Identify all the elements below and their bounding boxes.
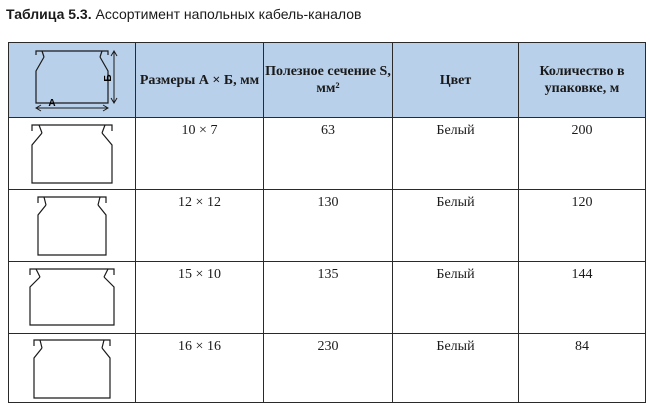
header-section: Полезное сечение S, мм² (264, 43, 393, 118)
size-cell: 15 × 10 (136, 262, 264, 334)
table-row (9, 190, 646, 262)
header-size: Размеры А × Б, мм (136, 43, 264, 118)
table-caption (6, 6, 646, 22)
color-cell: Белый (393, 190, 519, 262)
cable-channel-profile-icon (22, 121, 122, 187)
cable-channel-profile-icon (22, 336, 122, 400)
dim-a-label: А (48, 98, 56, 109)
profile-cell (9, 190, 136, 262)
qty-cell: 84 (519, 334, 646, 403)
size-cell: 10 × 7 (136, 118, 264, 190)
table-header-row (9, 43, 646, 118)
profile-cell (9, 334, 136, 403)
cable-channel-profile-icon (22, 193, 122, 259)
qty-cell: 144 (519, 262, 646, 334)
section-cell: 63 (264, 118, 393, 190)
table-row (9, 334, 646, 403)
table-row (9, 118, 646, 190)
color-cell: Белый (393, 334, 519, 403)
color-cell: Белый (393, 118, 519, 190)
qty-cell: 200 (519, 118, 646, 190)
profile-cell (9, 118, 136, 190)
header-qty: Количество в упаковке, м (519, 43, 646, 118)
qty-cell: 120 (519, 190, 646, 262)
size-cell: 12 × 12 (136, 190, 264, 262)
color-cell: Белый (393, 262, 519, 334)
cable-channel-table (8, 42, 646, 403)
profile-cell (9, 262, 136, 334)
header-color: Цвет (393, 43, 519, 118)
section-cell: 135 (264, 262, 393, 334)
cable-channel-profile-icon (22, 265, 122, 331)
section-cell: 130 (264, 190, 393, 262)
dim-b-label: Б (103, 74, 114, 82)
section-cell: 230 (264, 334, 393, 403)
size-cell: 16 × 16 (136, 334, 264, 403)
header-diagram-cell (9, 43, 136, 118)
dimension-diagram-icon (22, 45, 122, 115)
table-row (9, 262, 646, 334)
caption-label: Таблица 5.3. (6, 6, 92, 22)
caption-text: Ассортимент напольных кабель-каналов (95, 6, 362, 22)
